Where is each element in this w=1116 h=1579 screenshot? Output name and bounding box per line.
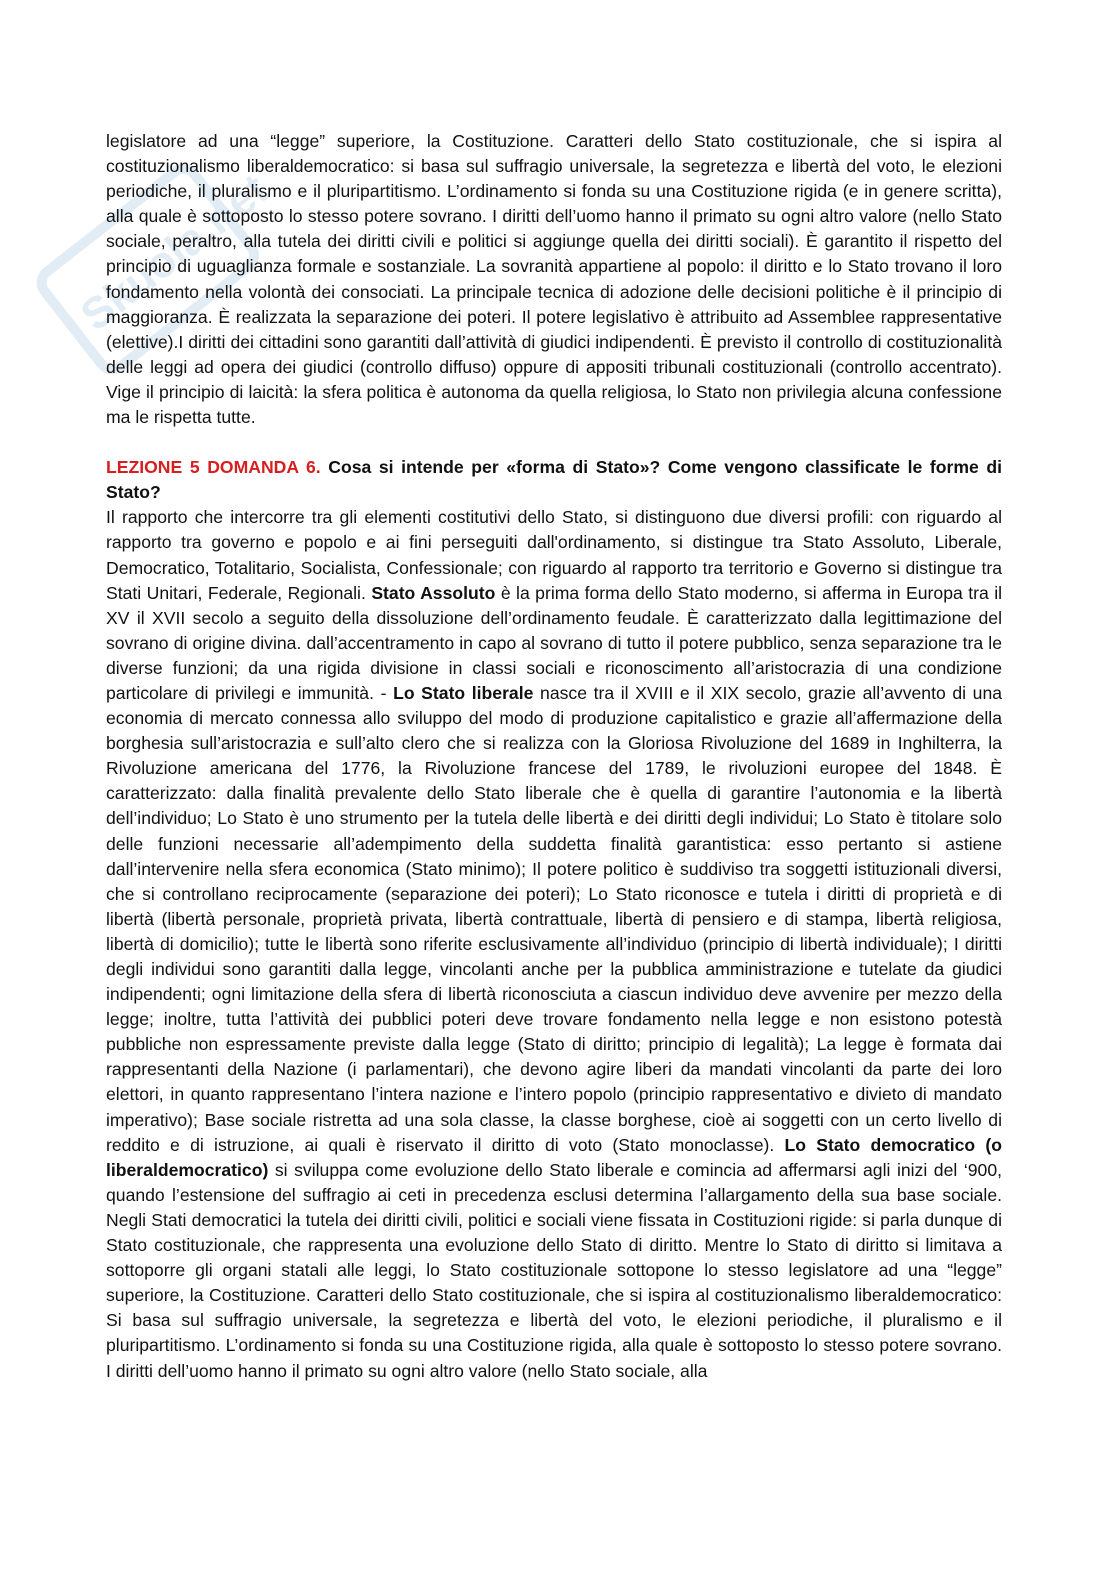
watermark-text: Skuola.net (71, 164, 278, 341)
text-stato-assoluto: è la prima forma dello Stato moderno, si afferma in Europa tra il XV il XVII secolo a seguito della dissoluzione dell’ordinamento feudale. È caratterizzato dalla legittimazione del sovrano di origine divina. dall’accentramento in capo al sovrano di tutto il potere pubblico, senza separazione tra le diverse funzioni; da una rigida divisione in classi sociali e riconoscimento all’aristocrazia di una condizione particolare di privilegi e immunità. - (106, 582, 1003, 703)
term-stato-assoluto: Stato Assoluto (371, 582, 496, 603)
paragraph-gap (106, 430, 1002, 455)
text-stato-democratico: si sviluppa come evoluzione dello Stato liberale e comincia ad affermarsi agli inizi del ‘900, quando l’estensione del suffragio ai ceti in precedenza esclusi determina l’allargamento della sua base sociale. Negli Stati democratici la tutela dei diritti civili, politici e sociali viene fissata in Costituzioni rigide: si parla dunque di Stato costituzionale, che rappresenta una evoluzione dello Stato di diritto. Mentre lo Stato di diritto si limitava a sottoporre gli organi statali alle leggi, lo Stato costituzionale sottopone lo stesso legislatore ad una “legge” superiore, la Costituzione. Caratteri dello Stato costituzionale, che si ispira al costituzionalismo liberaldemocratico: Si basa sul suffragio universale, la segretezza e libertà del voto, le elezioni periodiche, il pluralismo e il pluripartitismo. L’ordinamento si fonda su una Costituzione rigida, alla quale è sottoposto lo stesso potere sovrano. I diritti dell’uomo hanno il primato su ogni altro valore (nello Stato sociale, alla (106, 1159, 1002, 1381)
question-heading (106, 455, 1002, 505)
answer-intro: Il rapporto che intercorre tra gli elementi costitutivi dello Stato, si distinguono due diversi profili: con riguardo al rapporto tra governo e popolo e ai fini perseguiti dall'ordinamento, si distingue tra Stato Assoluto, Liberale, Democratico, Totalitario, Socialista, Confessionale; con riguardo al rapporto tra territorio e Governo si distingue tra Stati Unitari, Federale, Regionali. (106, 507, 1002, 603)
text-stato-liberale: nasce tra il XVIII e il XIX secolo, grazie all’avvento di una economia di mercato connessa allo sviluppo del modo di produzione capitalistico e grazie all’affermazione della borghesia sull’aristocrazia e sull’alto clero che si realizza con la Gloriosa Rivoluzione del 1689 in Inghilterra, la Rivoluzione americana del 1776, la Rivoluzione francese del 1789, le rivoluzioni europee del 1848. È caratterizzato: dalla finalità prevalente dello Stato liberale che è quella di garantire l’autonomia e la libertà dell’individuo; Lo Stato è uno strumento per la tutela delle libertà e dei diritti degli individui; Lo Stato è titolare solo delle funzioni necessarie all’adempimento della suddetta finalità garantistica: esso pertanto si astiene dall’intervenire nella sfera economica (Stato minimo); Il potere politico è suddiviso tra soggetti istituzionali diversi, che si controllano reciprocamente (separazione dei poteri); Lo Stato riconosce e tutela i diritti di proprietà e di libertà (libertà personale, proprietà privata, libertà contrattuale, libertà di pensiero e di stampa, libertà religiosa, libertà di domicilio); tutte le libertà sono riferite esclusivamente all’individuo (principio di libertà individuale); I diritti degli individui sono garantiti dalla legge, vincolanti anche per la pubblica amministrazione e tutelate da giudici indipendenti; ogni limitazione della sfera di libertà riconosciuta a ciascun individuo deve avvenire per mezzo della legge; inoltre, tutta l’attività dei pubblici poteri deve trovare fondamento nella legge e non esistono potestà pubbliche non espressamente previste dalla legge (Stato di diritto; principio di legalità); La legge è formata dai rappresentanti della Nazione (i parlamentari), che devono agire liberi da mandati vincolanti da parte dei loro elettori, in quanto rappresentano l’intera nazione e l’intero popolo (principio rappresentativo e divieto di mandato imperativo); Base sociale ristretta ad una sola classe, la classe borghese, cioè ai soggetti con un certo livello di reddito e di istruzione, ai quali è riservato il diritto di voto (Stato monoclasse). (106, 682, 1003, 1155)
lesson-label: LEZIONE 5 DOMANDA 6. (106, 457, 321, 478)
term-stato-democratico: Lo Stato democratico (o liberaldemocratico) (106, 1134, 1003, 1180)
paragraph-intro: legislatore ad una “legge” superiore, la Costituzione. Caratteri dello Stato costituzionale, che si ispira al costituzionalismo liberaldemocratico: si basa sul suffragio universale, la segretezza e libertà del voto, le elezioni periodiche, il pluralismo e il pluripartitismo. L’ordinamento si fonda su una Costituzione rigida (e in genere scritta), alla quale è sottoposto lo stesso potere sovrano. I diritti dell’uomo hanno il primato su ogni altro valore (nello Stato sociale, peraltro, alla tutela dei diritti civili e politici si aggiunge quella dei diritti sociali). È garantito il rispetto del principio di uguaglianza formale e sostanziale. La sovranità appartiene al popolo: il diritto e lo Stato trovano il loro fondamento nella volontà dei consociati. La principale tecnica di adozione delle decisioni politiche è il principio di maggioranza. È realizzata la separazione dei poteri. Il potere legislativo è attribuito ad Assemblee rappresentative (elettive).I diritti dei cittadini sono garantiti dall’attività di giudici indipendenti. È previsto il controllo di costituzionalità delle leggi ad opera dei giudici (controllo diffuso) oppure di appositi tribunali costituzionali (controllo accentrato). Vige il principio di laicità: la sfera politica è autonoma da quella religiosa, lo Stato non privilegia alcuna confessione ma le rispetta tutte. (106, 131, 1002, 428)
document-page (106, 129, 1002, 1384)
answer-paragraph (106, 505, 1002, 1383)
question-text: Cosa si intende per «forma di Stato»? Come vengono classificate le forme di Stato? (106, 457, 1003, 503)
term-stato-liberale: Lo Stato liberale (393, 682, 534, 703)
